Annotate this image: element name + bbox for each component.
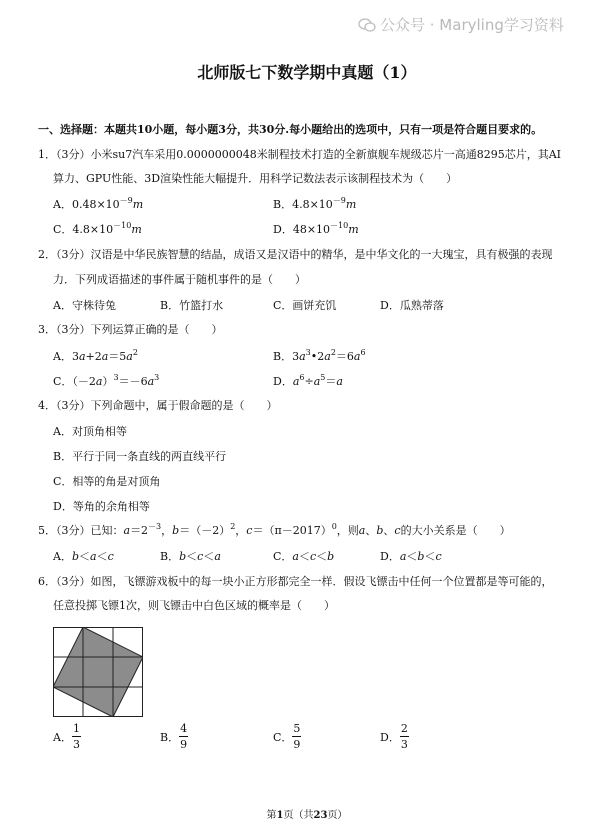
q6-option-c[interactable]: C． $\frac{5}{9}$ [273, 722, 301, 751]
q5-line1: 5．（3分）已知：$a=2^{-3}$，$b=(-2)^2$，$c=(\pi-2017)^0$，则a、b、c的大小关系是（ ） [38, 522, 511, 537]
q4-option-a[interactable]: A．对顶角相等 [53, 425, 127, 438]
dartboard-figure [53, 627, 143, 717]
q3-option-d[interactable]: D．$a^6\div a^5=a$ [273, 373, 343, 388]
q2-option-b[interactable]: B．竹篮打水 [160, 299, 224, 312]
page-footer: 第1页（共23页） [266, 810, 348, 821]
watermark [358, 14, 564, 35]
q3-option-b[interactable]: B．$3a^3•2a^2=6a^6$ [273, 348, 366, 363]
section-heading: 一、选择题：本题共10小题，每小题3分，共30分.每小题给出的选项中，只有一项是符合题目要求的。 [38, 123, 543, 136]
q4-option-d[interactable]: D．等角的余角相等 [53, 500, 150, 513]
q1-line1: 1．（3分）小米su7汽车采用0.0000000048米制程技术打造的全新旗舰车规级芯片一高通8295芯片，其AI [38, 148, 561, 161]
q2-line1: 2．（3分）汉语是中华民族智慧的结晶，成语又是汉语中的精华，是中华文化的一大瑰宝，具有极强的表现 [38, 248, 553, 261]
q5-option-c[interactable]: C．a＜c＜b [273, 550, 335, 563]
q6-option-d[interactable]: D． $\frac{2}{3}$ [380, 722, 408, 751]
q3-option-c[interactable]: C．$(-2a)^3=-6a^3$ [53, 373, 160, 388]
q1-line2: 算力、GPU性能、3D渲染性能大幅提升．用科学记数法表示该制程技术为（ ） [53, 172, 458, 185]
q2-option-d[interactable]: D．瓜熟蒂落 [380, 299, 444, 312]
q4-option-b[interactable]: B．平行于同一条直线的两直线平行 [53, 450, 227, 463]
q4-line1: 4．（3分）下列命题中，属于假命题的是（ ） [38, 399, 278, 412]
page-title: 北师版七下数学期中真题（1） [197, 63, 417, 82]
q5-option-b[interactable]: B．b＜c＜a [160, 550, 221, 563]
q2-option-a[interactable]: A．守株待兔 [53, 299, 116, 312]
q5-option-a[interactable]: A．b＜a＜c [53, 550, 114, 563]
q3-option-a[interactable]: A．$3a+2a=5a^2$ [53, 348, 138, 363]
q1-option-c[interactable]: C．$4.8\times 10^{-10}m$ [53, 221, 142, 236]
wechat-icon [358, 18, 376, 32]
q2-line2: 力．下列成语描述的事件属于随机事件的是（ ） [53, 273, 306, 286]
q6-line1: 6．（3分）如图，飞镖游戏板中的每一块小正方形都完全一样．假设飞镖击中任何一个位置都是等可能的， [38, 575, 553, 588]
watermark-text: 公众号 · Maryling学习资料 [380, 16, 564, 34]
q1-option-d[interactable]: D．$48\times 10^{-10}m$ [273, 221, 359, 236]
q6-line2: 任意投掷飞镖1次，则飞镖击中白色区域的概率是（ ） [53, 599, 335, 612]
fraction-d: $\frac{2}{3}$ [400, 722, 408, 751]
q3-line1: 3．（3分）下列运算正确的是（ ） [38, 323, 223, 336]
q6-option-a[interactable]: A． $\frac{1}{3}$ [53, 722, 80, 751]
fraction-c: $\frac{5}{9}$ [293, 722, 301, 751]
fraction-b: $\frac{4}{9}$ [180, 722, 188, 751]
fraction-a: $\frac{1}{3}$ [72, 722, 80, 751]
q5-option-d[interactable]: D．a＜b＜c [380, 550, 442, 563]
q4-option-c[interactable]: C．相等的角是对顶角 [53, 475, 161, 488]
q1-option-a[interactable]: A．$0.48\times 10^{-9}m$ [53, 196, 144, 211]
q1-option-b[interactable]: B．$4.8\times 10^{-9}m$ [273, 196, 357, 211]
q6-option-b[interactable]: B． $\frac{4}{9}$ [160, 722, 188, 751]
q2-option-c[interactable]: C．画饼充饥 [273, 299, 337, 312]
